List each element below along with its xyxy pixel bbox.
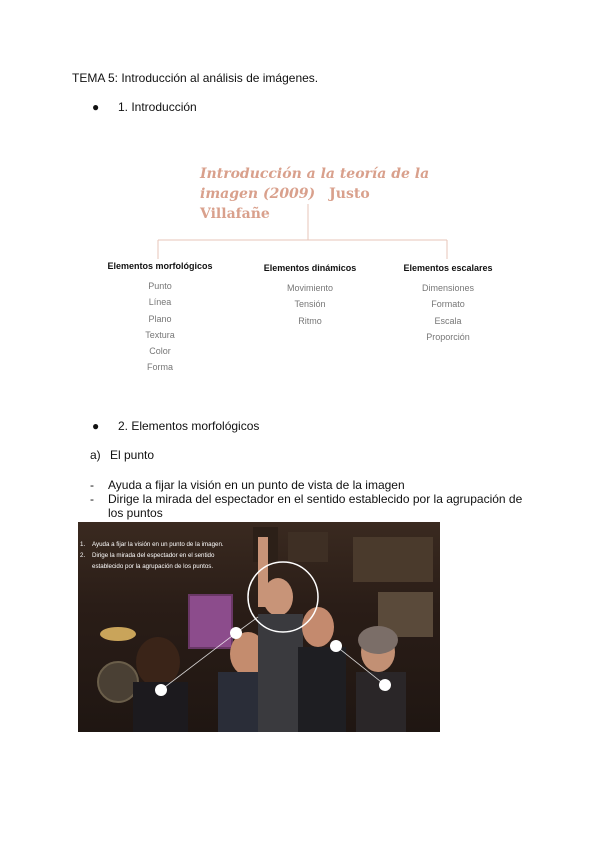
column-heading: Elementos escalares: [403, 263, 493, 273]
section-label: 2. Elementos morfológicos: [118, 419, 260, 433]
overlay-item: [80, 550, 230, 572]
diagram-column-escalares: [388, 263, 508, 345]
column-item: Movimiento: [286, 283, 333, 293]
column-heading: Elementos morfológicos: [107, 261, 213, 271]
overlay-text: Dirige la mirada del espectador en el sentido establecido por la agrupación de los puntos.: [92, 552, 215, 570]
section-introduccion: [92, 100, 197, 114]
column-item: Forma: [146, 362, 173, 373]
column-item: Textura: [145, 329, 175, 340]
subsection-letter: a): [90, 448, 101, 462]
punto-description-list: [90, 478, 530, 520]
column-item: Dimensiones: [421, 283, 475, 293]
column-item: Color: [149, 346, 171, 357]
document-title: TEMA 5: Introducción al análisis de imágenes.: [72, 71, 319, 85]
diagram-author: Justo Villafañe: [200, 186, 370, 222]
overlay-item: [80, 539, 230, 550]
list-item-text: Ayuda a fijar la visión en un punto de vista de la imagen: [108, 478, 405, 492]
section-label: 1. Introducción: [118, 100, 197, 114]
overlay-text: Ayuda a fijar la visión en un punto de la imagen.: [92, 541, 224, 548]
dash-marker: -: [90, 492, 94, 506]
list-item-text: Dirige la mirada del espectador en el sentido establecido por la agrupación de los puntos: [108, 492, 523, 520]
column-item: Plano: [148, 313, 172, 324]
subsection-el-punto: [90, 448, 154, 462]
column-heading: Elementos dinámicos: [263, 263, 357, 273]
column-item: Ritmo: [298, 315, 322, 326]
overlay-number: 2.: [80, 552, 86, 559]
column-item: Proporción: [426, 331, 470, 342]
column-item: Escala: [434, 315, 462, 326]
diagram-book-title: Introducción a la teoría de la imagen (2009): [200, 166, 430, 202]
example-photo: [78, 522, 440, 732]
column-item: Línea: [148, 297, 172, 308]
bullet-icon: ●: [92, 100, 100, 114]
diagram-column-morfologicos: [100, 261, 220, 376]
subsection-label: El punto: [110, 448, 155, 462]
diagram-connector-lines: [100, 160, 500, 270]
photo-overlay-caption: [80, 539, 230, 572]
concept-diagram: [100, 160, 500, 375]
list-item: [90, 492, 530, 520]
column-item: Punto: [148, 281, 172, 291]
column-item: Formato: [431, 299, 465, 310]
section-elementos-morfologicos: [92, 419, 259, 433]
column-item: Tensión: [294, 299, 326, 310]
bullet-icon: ●: [92, 419, 100, 433]
overlay-number: 1.: [80, 541, 86, 548]
list-item: [90, 478, 530, 492]
diagram-column-dinamicos: [250, 263, 370, 329]
dash-marker: -: [90, 478, 94, 492]
